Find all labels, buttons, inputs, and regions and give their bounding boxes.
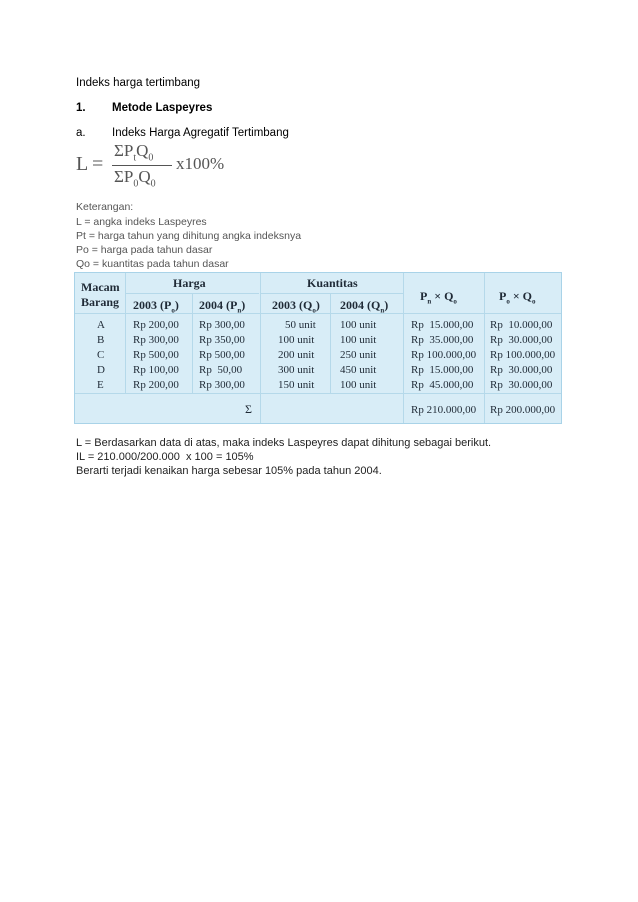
cell-q2004: 100 unit (340, 334, 377, 346)
cell-p2004: Rp 350,00 (199, 334, 245, 346)
header-macam: Macam (81, 280, 120, 294)
header-barang: Barang (81, 295, 120, 309)
cell-p2003: Rp 200,00 (133, 379, 179, 391)
conclusion-line: L = Berdasarkan data di atas, maka indeks Laspeyres dapat dihitung sebagai berikut. (76, 437, 492, 449)
keterangan-line: Pt = harga tahun yang dihitung angka indeksnya (76, 230, 302, 242)
formula-multiplier: x100% (176, 154, 225, 173)
formula-denominator: $\Sigma P_0Q_0$ (114, 167, 156, 190)
cell-q2003: 150 unit (278, 379, 315, 391)
subsection-title: Indeks Harga Agregatif Tertimbang (112, 127, 289, 139)
formula-equals: = (92, 153, 104, 175)
keterangan-line: Qo = kuantitas pada tahun dasar (76, 258, 229, 270)
header-harga: Harga (173, 276, 206, 290)
cell-po-x-qo: Rp 30.000,00 (490, 364, 553, 376)
keterangan-line: Po = harga pada tahun dasar (76, 244, 213, 256)
sigma-symbol: Σ (245, 402, 252, 416)
section-title: Metode Laspeyres (112, 102, 213, 114)
cell-p2003: Rp 100,00 (133, 364, 179, 376)
cell-q2003: 100 unit (278, 334, 315, 346)
conclusion-line: IL = 210.000/200.000 x 100 = 105% (76, 451, 254, 463)
cell-q2004: 100 unit (340, 379, 377, 391)
cell-p2004: Rp 300,00 (199, 379, 245, 391)
cell-po-x-qo: Rp 30.000,00 (490, 334, 553, 346)
cell-item: E (97, 379, 104, 391)
total-pn-x-qo: Rp 210.000,00 (411, 404, 477, 416)
header-po-x-qo: $P_o \times Q_o$ (499, 289, 536, 306)
formula-fraction-bar (112, 165, 172, 166)
total-po-x-qo: Rp 200.000,00 (490, 404, 556, 416)
header-q2004: 2004 $(Q_n)$ (340, 298, 389, 315)
cell-po-x-qo: Rp 100.000,00 (490, 349, 556, 361)
cell-p2003: Rp 300,00 (133, 334, 179, 346)
cell-item: B (97, 334, 105, 346)
cell-q2004: 450 unit (340, 364, 377, 376)
subsection-letter: a. (76, 127, 86, 139)
cell-item: C (97, 349, 105, 361)
cell-pn-x-qo: Rp 45.000,00 (411, 379, 474, 391)
header-pn-x-qo: $P_n \times Q_o$ (420, 289, 457, 306)
cell-po-x-qo: Rp 10.000,00 (490, 319, 553, 331)
cell-item: D (97, 364, 105, 376)
cell-po-x-qo: Rp 30.000,00 (490, 379, 553, 391)
header-q2003: 2003 $(Q_o)$ (272, 298, 320, 315)
header-p2004: 2004 $(P_n)$ (199, 298, 246, 315)
cell-p2004: Rp 300,00 (199, 319, 245, 331)
keterangan-title: Keterangan: (76, 201, 134, 213)
cell-pn-x-qo: Rp 35.000,00 (411, 334, 474, 346)
conclusion-line: Berarti terjadi kenaikan harga sebesar 105% pada tahun 2004. (76, 465, 382, 477)
cell-q2004: 100 unit (340, 319, 377, 331)
formula-numerator: $\Sigma P_tQ_0$ (114, 141, 154, 164)
cell-p2003: Rp 500,00 (133, 349, 179, 361)
section-number: 1. (76, 102, 86, 114)
formula-lhs: L (76, 153, 89, 175)
cell-p2004: Rp 50,00 (199, 364, 243, 376)
cell-q2003: 200 unit (278, 349, 315, 361)
cell-p2003: Rp 200,00 (133, 319, 179, 331)
cell-q2003: 300 unit (278, 364, 315, 376)
cell-q2003: 50 unit (285, 319, 316, 331)
cell-item: A (97, 319, 105, 331)
document-heading: Indeks harga tertimbang (76, 77, 201, 89)
cell-pn-x-qo: Rp 15.000,00 (411, 364, 474, 376)
cell-p2004: Rp 500,00 (199, 349, 245, 361)
laspeyres-formula (76, 141, 225, 191)
keterangan-line: L = angka indeks Laspeyres (76, 216, 207, 228)
cell-pn-x-qo: Rp 15.000,00 (411, 319, 474, 331)
laspeyres-table (74, 272, 562, 424)
cell-pn-x-qo: Rp 100.000,00 (411, 349, 477, 361)
header-kuantitas: Kuantitas (307, 276, 358, 290)
header-p2003: 2003 $(P_o)$ (133, 298, 179, 315)
cell-q2004: 250 unit (340, 349, 377, 361)
